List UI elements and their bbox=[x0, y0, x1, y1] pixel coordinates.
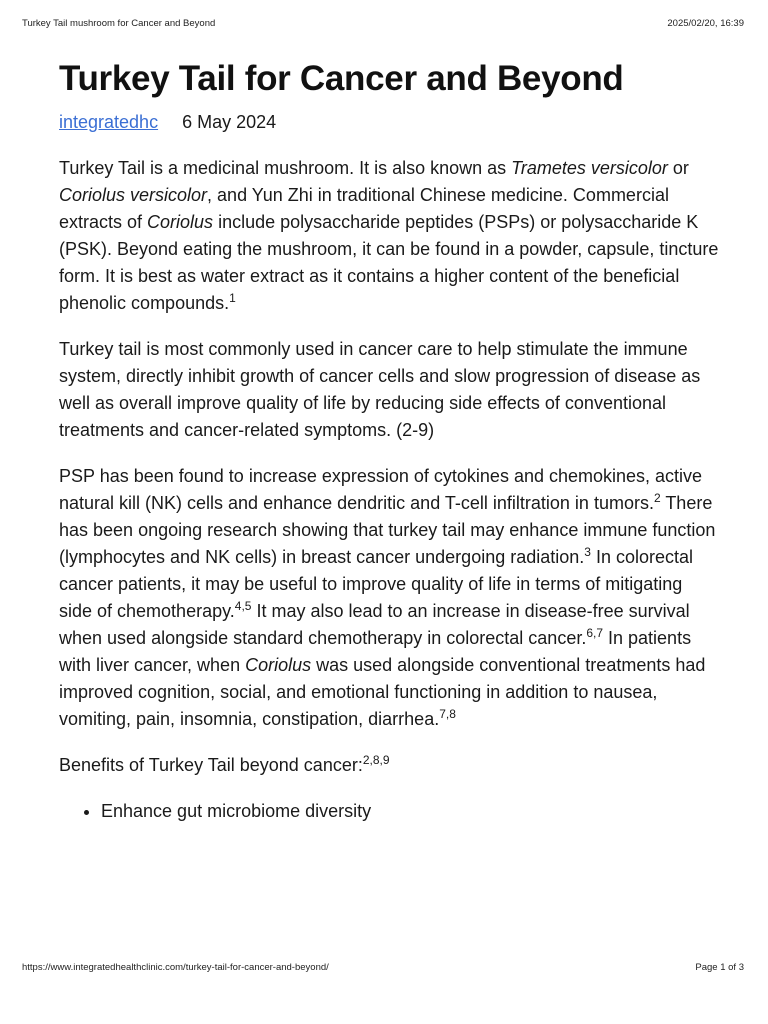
italic-term: Trametes versicolor bbox=[511, 158, 668, 178]
article-title: Turkey Tail for Cancer and Beyond bbox=[59, 59, 624, 98]
author-link[interactable]: integratedhc bbox=[59, 112, 159, 132]
benefits-list bbox=[59, 798, 719, 825]
reference-superscript: 2,8,9 bbox=[362, 753, 390, 767]
reference-superscript: 6,7 bbox=[586, 626, 604, 640]
paragraph-research bbox=[59, 463, 719, 733]
reference-superscript: 2 bbox=[653, 491, 661, 505]
print-footer-page: Page 1 of 3 bbox=[695, 962, 744, 973]
text-segment: There has been ongoing research showing that turkey tail may enhance immune function (lymphocytes and NK cells) in breast cancer undergoing radiation. bbox=[59, 493, 716, 567]
text-segment: In patients with liver cancer, when bbox=[59, 628, 692, 675]
paragraph-intro bbox=[59, 155, 719, 317]
italic-term: Coriolus versicolor bbox=[59, 185, 208, 205]
reference-superscript: 1 bbox=[229, 291, 236, 305]
text-segment: , and Yun Zhi in traditional Chinese medicine. Commercial extracts of bbox=[59, 185, 669, 232]
list-item: • Enhance gut microbiome diversity bbox=[101, 798, 719, 825]
text-segment: was used alongside conventional treatments had improved cognition, social, and emotional functioning in addition to nausea, vomiting, pain, insomnia, constipation, diarrhea. bbox=[59, 655, 706, 729]
print-header-datetime: 2025/02/20, 16:39 bbox=[667, 18, 744, 29]
text-segment: PSP has been found to increase expression of cytokines and chemokines, active natural kill (NK) cells and enhance dendritic and T-cell infiltration in tumors. bbox=[59, 466, 703, 513]
benefits-intro bbox=[59, 752, 719, 779]
article bbox=[59, 58, 719, 831]
reference-superscript: 7,8 bbox=[439, 707, 456, 721]
print-footer bbox=[22, 962, 744, 973]
reference-superscript: 3 bbox=[584, 545, 591, 559]
italic-term: Coriolus bbox=[245, 655, 312, 675]
text-segment: or bbox=[667, 158, 689, 178]
print-header-title: Turkey Tail mushroom for Cancer and Beyond bbox=[22, 18, 216, 29]
article-meta bbox=[59, 112, 719, 133]
article-body bbox=[59, 155, 719, 825]
print-header bbox=[22, 18, 744, 29]
text-segment: include polysaccharide peptides (PSPs) or polysaccharide K (PSK). Beyond eating the mushroom, it can be found in a powder, capsule, tincture form. It is best as water extract as it contains a higher content of the beneficial phenolic compounds. bbox=[59, 212, 719, 313]
paragraph-cancer-care: Turkey tail is most commonly used in cancer care to help stimulate the immune system, directly inhibit growth of cancer cells and slow progression of disease as well as overall improve quality of life by reducing side effects of conventional treatments and cancer-related symptoms. (2-9) bbox=[59, 339, 701, 440]
publish-date: 6 May 2024 bbox=[182, 112, 277, 132]
italic-term: Coriolus bbox=[147, 212, 214, 232]
text-segment: It may also lead to an increase in disease-free survival when used alongside standard chemotherapy in colorectal cancer. bbox=[59, 601, 690, 648]
text-segment: Benefits of Turkey Tail beyond cancer: bbox=[59, 755, 363, 775]
text-segment: Turkey Tail is a medicinal mushroom. It is also known as bbox=[59, 158, 512, 178]
reference-superscript: 4,5 bbox=[234, 599, 252, 613]
print-footer-url: https://www.integratedhealthclinic.com/turkey-tail-for-cancer-and-beyond/ bbox=[22, 962, 329, 973]
text-segment: In colorectal cancer patients, it may be useful to improve quality of life in terms of mitigating side of chemotherapy. bbox=[59, 547, 694, 621]
